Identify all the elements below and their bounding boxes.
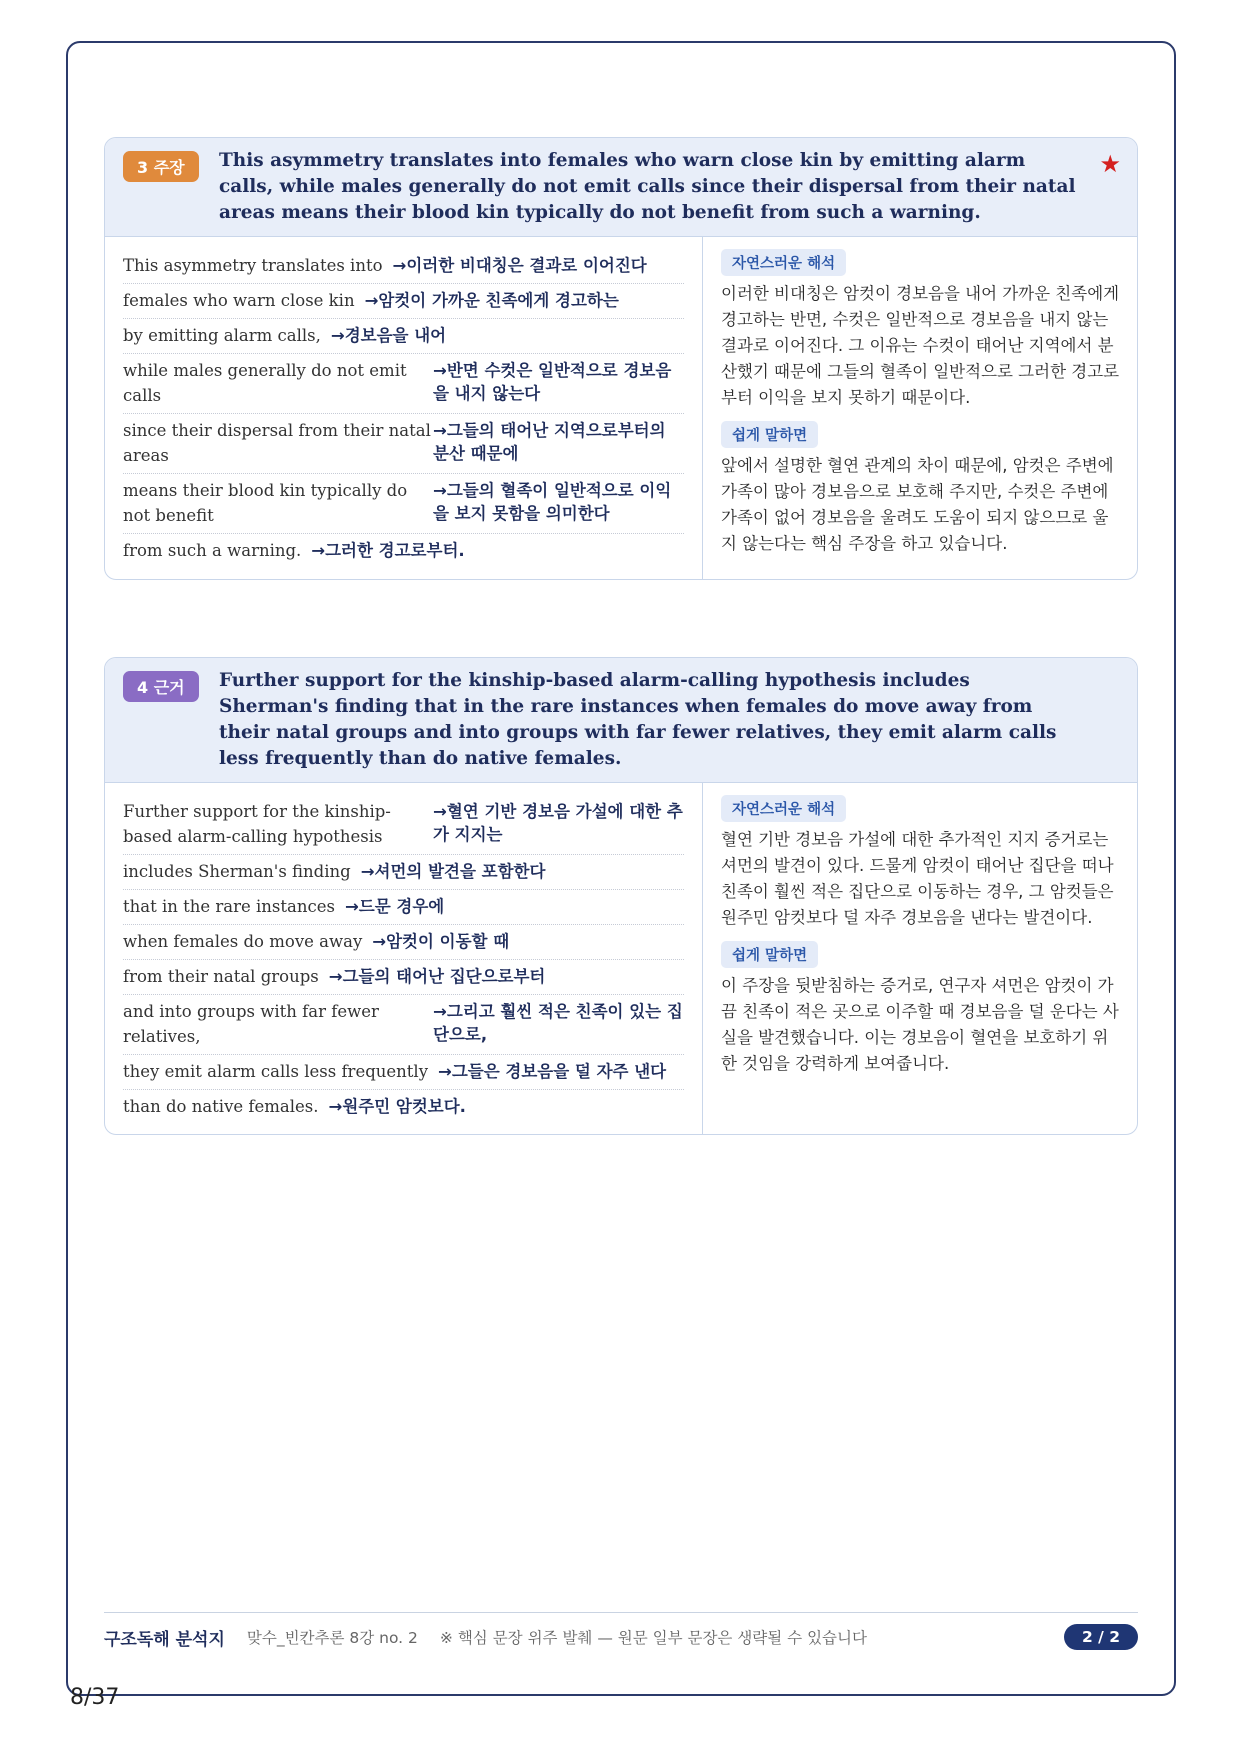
chunk-korean: →그들의 태어난 지역으로부터의 분산 때문에 xyxy=(433,421,666,463)
chunk-row xyxy=(123,855,684,890)
chunk-english: means their blood kin typically do not benefit xyxy=(123,481,408,525)
page-footer xyxy=(104,1620,1138,1654)
chunk-english: Further support for the kinship-based alarm-calling hypothesis xyxy=(123,802,391,846)
page-number-badge: 2 / 2 xyxy=(1064,1624,1138,1650)
chunk-korean: →그리고 훨씬 적은 친족이 있는 집단으로, xyxy=(433,1002,683,1044)
chunk-english: and into groups with far fewer relatives, xyxy=(123,1002,379,1046)
chunk-korean: →암컷이 이동할 때 xyxy=(372,932,510,951)
section-card-claim xyxy=(104,137,1138,580)
chunk-row xyxy=(123,534,684,568)
chunk-translation-list xyxy=(105,783,703,1134)
chunk-row xyxy=(123,354,684,414)
section-header xyxy=(105,658,1137,783)
section-tag: 3 주장 xyxy=(123,151,199,182)
chunk-korean: →반면 수컷은 일반적으로 경보음을 내지 않는다 xyxy=(433,361,672,403)
easy-explanation-label: 쉽게 말하면 xyxy=(721,421,818,448)
section-header xyxy=(105,138,1137,237)
chunk-row xyxy=(123,319,684,354)
interpretation-panel xyxy=(703,237,1137,579)
star-icon: ★ xyxy=(1099,150,1121,178)
chunk-korean: →암컷이 가까운 친족에게 경고하는 xyxy=(364,291,619,310)
easy-explanation-label: 쉽게 말하면 xyxy=(721,941,818,968)
chunk-english: than do native females. xyxy=(123,1097,319,1116)
chunk-korean: →이러한 비대칭은 결과로 이어진다 xyxy=(392,256,647,275)
easy-explanation-text: 앞에서 설명한 혈연 관계의 차이 때문에, 암컷은 주변에 가족이 많아 경보음으로 보호해 주지만, 수컷은 주변에 가족이 없어 경보음을 울려도 도움이 되지 않으므로 울지 않는다는 핵심 주장을 하고 있습니다. xyxy=(721,456,1114,553)
chunk-row xyxy=(123,960,684,995)
chunk-english: by emitting alarm calls, xyxy=(123,326,321,345)
easy-explanation-text: 이 주장을 뒷받침하는 증거로, 연구자 셔먼은 암컷이 가끔 친족이 적은 곳으로 이주할 때 경보음을 덜 운다는 사실을 발견했습니다. 이는 경보음이 혈연을 보호하기 위한 것임을 강력하게 보여줍니다. xyxy=(721,976,1119,1073)
chunk-korean: →그들은 경보음을 덜 자주 낸다 xyxy=(438,1062,667,1081)
chunk-english: when females do move away xyxy=(123,932,363,951)
chunk-korean: →경보음을 내어 xyxy=(330,326,447,345)
footer-brand: 구조독해 분석지 xyxy=(104,1629,225,1650)
sheet-counter: 8/37 xyxy=(70,1685,120,1710)
natural-translation-text: 이러한 비대칭은 암컷이 경보음을 내어 가까운 친족에게 경고하는 반면, 수컷은 일반적으로 경보음을 내지 않는 결과로 이어진다. 그 이유는 수컷이 태어난 지역에서 분산했기 때문에 그들의 혈족이 일반적으로 그러한 경고로부터 이익을 보지 못하기 때문이다. xyxy=(721,284,1120,407)
chunk-row xyxy=(123,1090,684,1124)
chunk-korean: →그들의 태어난 집단으로부터 xyxy=(328,967,546,986)
chunk-korean: →그러한 경고로부터. xyxy=(311,541,465,560)
chunk-korean: →원주민 암컷보다. xyxy=(328,1097,466,1116)
chunk-row xyxy=(123,284,684,319)
section-card-evidence xyxy=(104,657,1138,1135)
chunk-english: that in the rare instances xyxy=(123,897,335,916)
chunk-row xyxy=(123,925,684,960)
section-heading: This asymmetry translates into females who warn close kin by emitting alarm calls, while males generally do not emit calls since their dispersal from their natal areas means their blood kin typically do not benefit from such a warning. xyxy=(219,150,1076,223)
chunk-korean: →드문 경우에 xyxy=(344,897,445,916)
footer-note: ※ 핵심 문장 위주 발췌 — 원문 일부 문장은 생략될 수 있습니다 xyxy=(439,1629,867,1647)
chunk-row xyxy=(123,474,684,534)
chunk-english: while males generally do not emit calls xyxy=(123,361,407,405)
chunk-row xyxy=(123,795,684,855)
footer-course: 맞수_빈칸추론 8강 no. 2 xyxy=(246,1629,418,1647)
chunk-english: This asymmetry translates into xyxy=(123,256,383,275)
chunk-english: since their dispersal from their natal areas xyxy=(123,421,431,465)
interpretation-panel xyxy=(703,783,1137,1134)
chunk-english: females who warn close kin xyxy=(123,291,355,310)
natural-translation-label: 자연스러운 해석 xyxy=(721,795,846,822)
chunk-row xyxy=(123,995,684,1055)
section-heading: Further support for the kinship-based alarm-calling hypothesis includes Sherman's finding that in the rare instances when females do move away from their natal groups and into groups with far fewer relatives, they emit alarm calls less frequently than do native females. xyxy=(219,670,1057,769)
section-tag: 4 근거 xyxy=(123,671,199,702)
natural-translation-label: 자연스러운 해석 xyxy=(721,249,846,276)
footer-divider xyxy=(104,1612,1138,1613)
chunk-english: includes Sherman's finding xyxy=(123,862,351,881)
chunk-english: they emit alarm calls less frequently xyxy=(123,1062,429,1081)
chunk-korean: →셔먼의 발견을 포함한다 xyxy=(360,862,546,881)
chunk-row xyxy=(123,890,684,925)
chunk-row xyxy=(123,1055,684,1090)
chunk-korean: →그들의 혈족이 일반적으로 이익을 보지 못함을 의미한다 xyxy=(433,481,672,523)
chunk-english: from their natal groups xyxy=(123,967,319,986)
chunk-english: from such a warning. xyxy=(123,541,302,560)
chunk-row xyxy=(123,249,684,284)
chunk-translation-list xyxy=(105,237,703,579)
chunk-row xyxy=(123,414,684,474)
natural-translation-text: 혈연 기반 경보음 가설에 대한 추가적인 지지 증거로는 셔먼의 발견이 있다. 드물게 암컷이 태어난 집단을 떠나 친족이 훨씬 적은 집단으로 이동하는 경우, 그 암컷들은 원주민 암컷보다 덜 자주 경보음을 낸다는 발견이다. xyxy=(721,830,1114,927)
chunk-korean: →혈연 기반 경보음 가설에 대한 추가 지지는 xyxy=(433,802,683,844)
